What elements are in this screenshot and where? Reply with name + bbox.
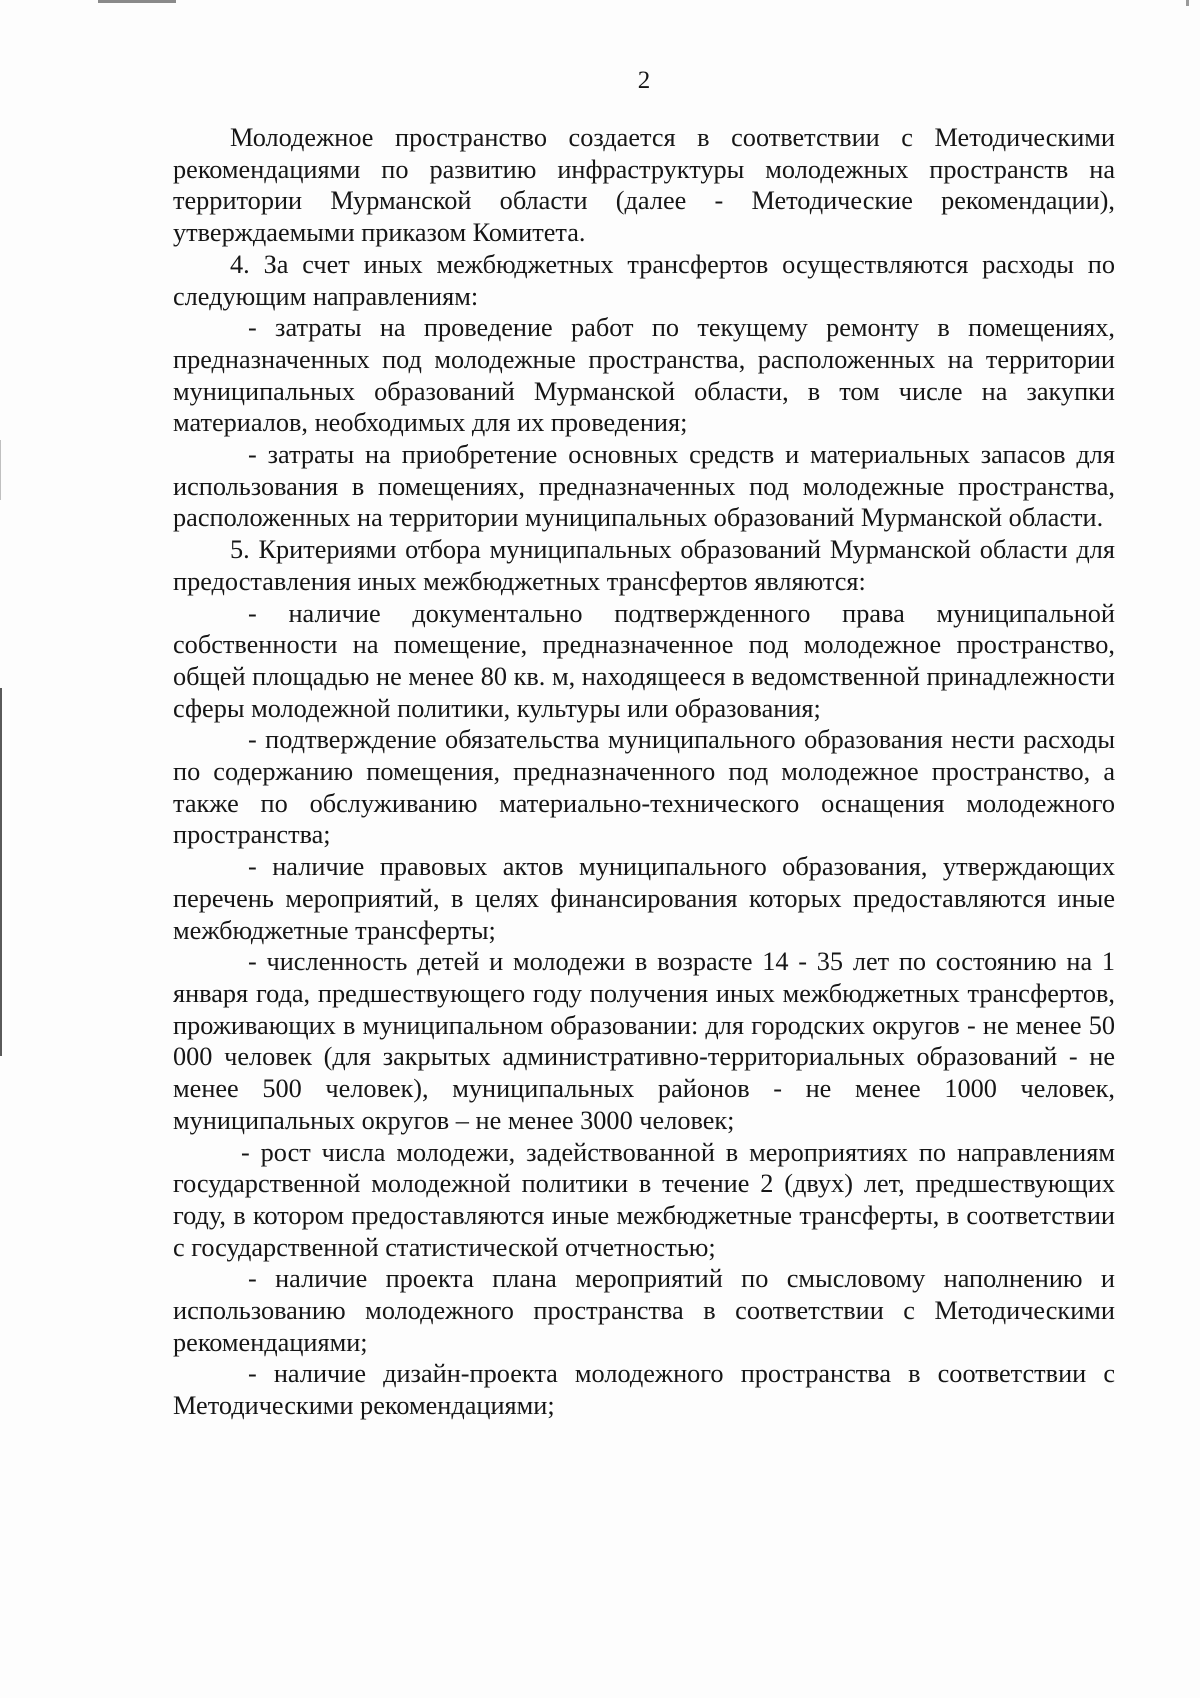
scan-artifact-left-edge-faint <box>0 440 1 500</box>
page-number: 2 <box>637 67 651 94</box>
list-item: - наличие документально подтвержденного права муниципальной собственности на помещение, предназначенное под молодежное пространство, общей площадью не менее 80 кв. м, находящееся в ведомственной принадлежности сферы молодежной политики, культуры или образования; <box>173 598 1115 723</box>
document-body <box>173 122 1115 1422</box>
list-item: - численность детей и молодежи в возрасте 14 - 35 лет по состоянию на 1 января года, предшествующего году получения иных межбюджетных трансфертов, проживающих в муниципальном образовании: для городских округов - не менее 50 000 человек (для закрытых административно-территориальных образований - не менее 500 человек), муниципальных районов - не менее 1000 человек, муниципальных округов – не менее 3000 человек; <box>173 947 1115 1135</box>
scan-artifact-left-edge <box>0 688 2 1056</box>
list-item: - наличие дизайн-проекта молодежного пространства в соответствии с Методическими рекомендациями; <box>173 1359 1115 1421</box>
paragraph-item-4: 4. За счет иных межбюджетных трансфертов осуществляются расходы по следующим направлениям: <box>173 249 1115 311</box>
paragraph: Молодежное пространство создается в соответствии с Методическими рекомендациями по развитию инфраструктуры молодежных пространств на территории Мурманской области (далее - Методические рекомендации), утверждаемыми приказом Комитета. <box>173 123 1115 248</box>
scan-artifact-top <box>98 0 176 3</box>
list-item: - затраты на проведение работ по текущему ремонту в помещениях, предназначенных под молодежные пространства, расположенных на территории муниципальных образований Мурманской области, в том числе на закупки материалов, необходимых для их проведения; <box>173 313 1115 438</box>
list-item: - рост числа молодежи, задействованной в мероприятиях по направлениям государственной молодежной политики в течение 2 (двух) лет, предшествующих году, в котором предоставляются иные межбюджетные трансферты, в соответствии с государственной статистической отчетностью; <box>173 1137 1115 1262</box>
list-item: - затраты на приобретение основных средств и материальных запасов для использования в помещениях, предназначенных под молодежные пространства, расположенных на территории муниципальных образований Мурманской области. <box>173 440 1115 533</box>
scan-artifact-corner <box>1186 0 1189 6</box>
paragraph-item-5: 5. Критериями отбора муниципальных образований Мурманской области для предоставления иных межбюджетных трансфертов являются: <box>173 535 1115 596</box>
list-item: - наличие правовых актов муниципального образования, утверждающих перечень мероприятий, в целях финансирования которых предоставляются иные межбюджетные трансферты; <box>173 852 1115 945</box>
list-item: - наличие проекта плана мероприятий по смысловому наполнению и использованию молодежного пространства в соответствии с Методическими рекомендациями; <box>173 1264 1115 1357</box>
list-item: - подтверждение обязательства муниципального образования нести расходы по содержанию помещения, предназначенного под молодежное пространство, а также по обслуживанию материально-технического оснащения молодежного пространства; <box>173 725 1115 850</box>
